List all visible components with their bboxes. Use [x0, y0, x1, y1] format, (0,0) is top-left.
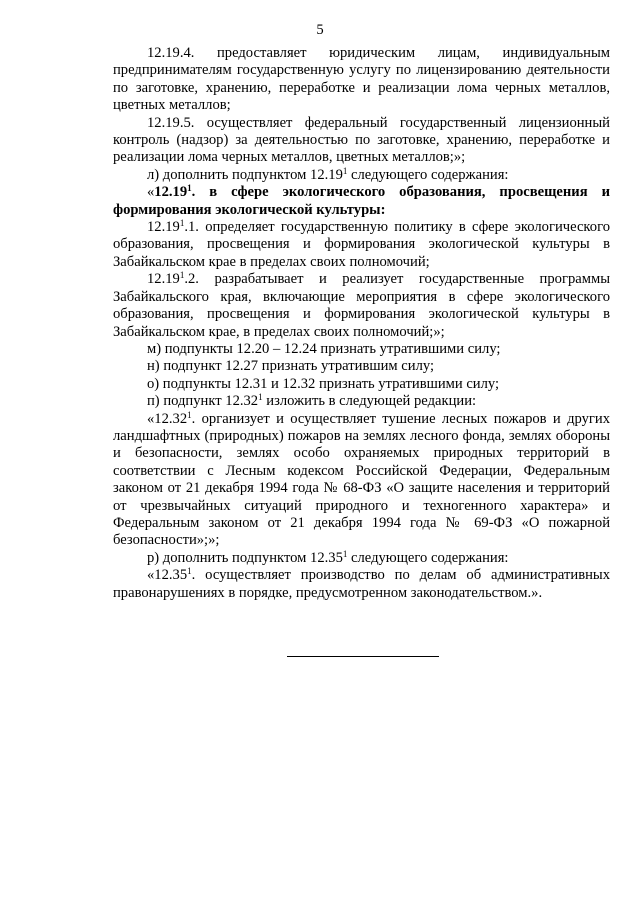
paragraph-subitem-r: р) дополнить подпунктом 12.35$^1$ следующего содержания: [147, 548, 509, 566]
paragraph-subitem-l: л) дополнить подпунктом 12.19$^1$ следующего содержания: [147, 165, 509, 183]
paragraph-12-19-1-2: 12.19$^1$.2. разрабатывает и реализует государственные программы Забайкальского края, включающие мероприятия в сфере экологического образования, просвещения и формирования экологической культуры в Забайкальском крае, в пределах своих полномочий;»; [113, 270, 610, 340]
document-body [113, 45, 610, 602]
paragraph-subitem-m: м) подпункты 12.20 – 12.24 признать утратившими силу; [147, 340, 501, 357]
paragraph-12-35-1: «12.35$^1$. осуществляет производство по делам об административных правонарушениях в порядке, предусмотренном законодательством.». [113, 566, 610, 601]
paragraph-12-19-1-heading: «12.19$^1$. в сфере экологического образования, просвещения и формирования экологической культуры: [113, 183, 610, 218]
closing-rule [287, 656, 439, 657]
paragraph-12-19-1-1: 12.19$^1$.1. определяет государственную политику в сфере экологического образования, просвещения и формирования экологической культуры в Забайкальском крае в пределах своих полномочий; [113, 218, 610, 270]
paragraph-12-19-5: 12.19.5. осуществляет федеральный государственный лицензионный контроль (надзор) за деятельностью по заготовке, хранению, переработке и реализации лома черных металлов, цветных металлов;»; [113, 114, 610, 166]
page-number: 5 [316, 22, 324, 38]
paragraph-subitem-p: п) подпункт 12.32$^1$ изложить в следующей редакции: [147, 392, 477, 410]
paragraph-12-32-1: «12.32$^1$. организует и осуществляет тушение лесных пожаров и других ландшафтных (природных) пожаров на землях лесного фонда, землях обороны и безопасности, землях особо охраняемых природных территорий в соответствии с Лесным кодексом Российской Федерации, Федеральным законом от 21 декабря 1994 года № 68-ФЗ «О защите населения и территорий от чрезвычайных ситуаций природного и техногенного характера» и Федеральным законом от 21 декабря 1994 года № 69-ФЗ «О пожарной безопасности»;»; [113, 409, 610, 549]
paragraph-12-19-4: 12.19.4. предоставляет юридическим лицам, индивидуальным предпринимателям государственную услугу по лицензированию деятельности по заготовке, хранению, переработке и реализации лома черных металлов, цветных металлов; [113, 45, 610, 114]
paragraph-subitem-n: н) подпункт 12.27 признать утратившим силу; [147, 358, 435, 375]
paragraph-subitem-o: о) подпункты 12.31 и 12.32 признать утратившими силу; [147, 375, 500, 392]
